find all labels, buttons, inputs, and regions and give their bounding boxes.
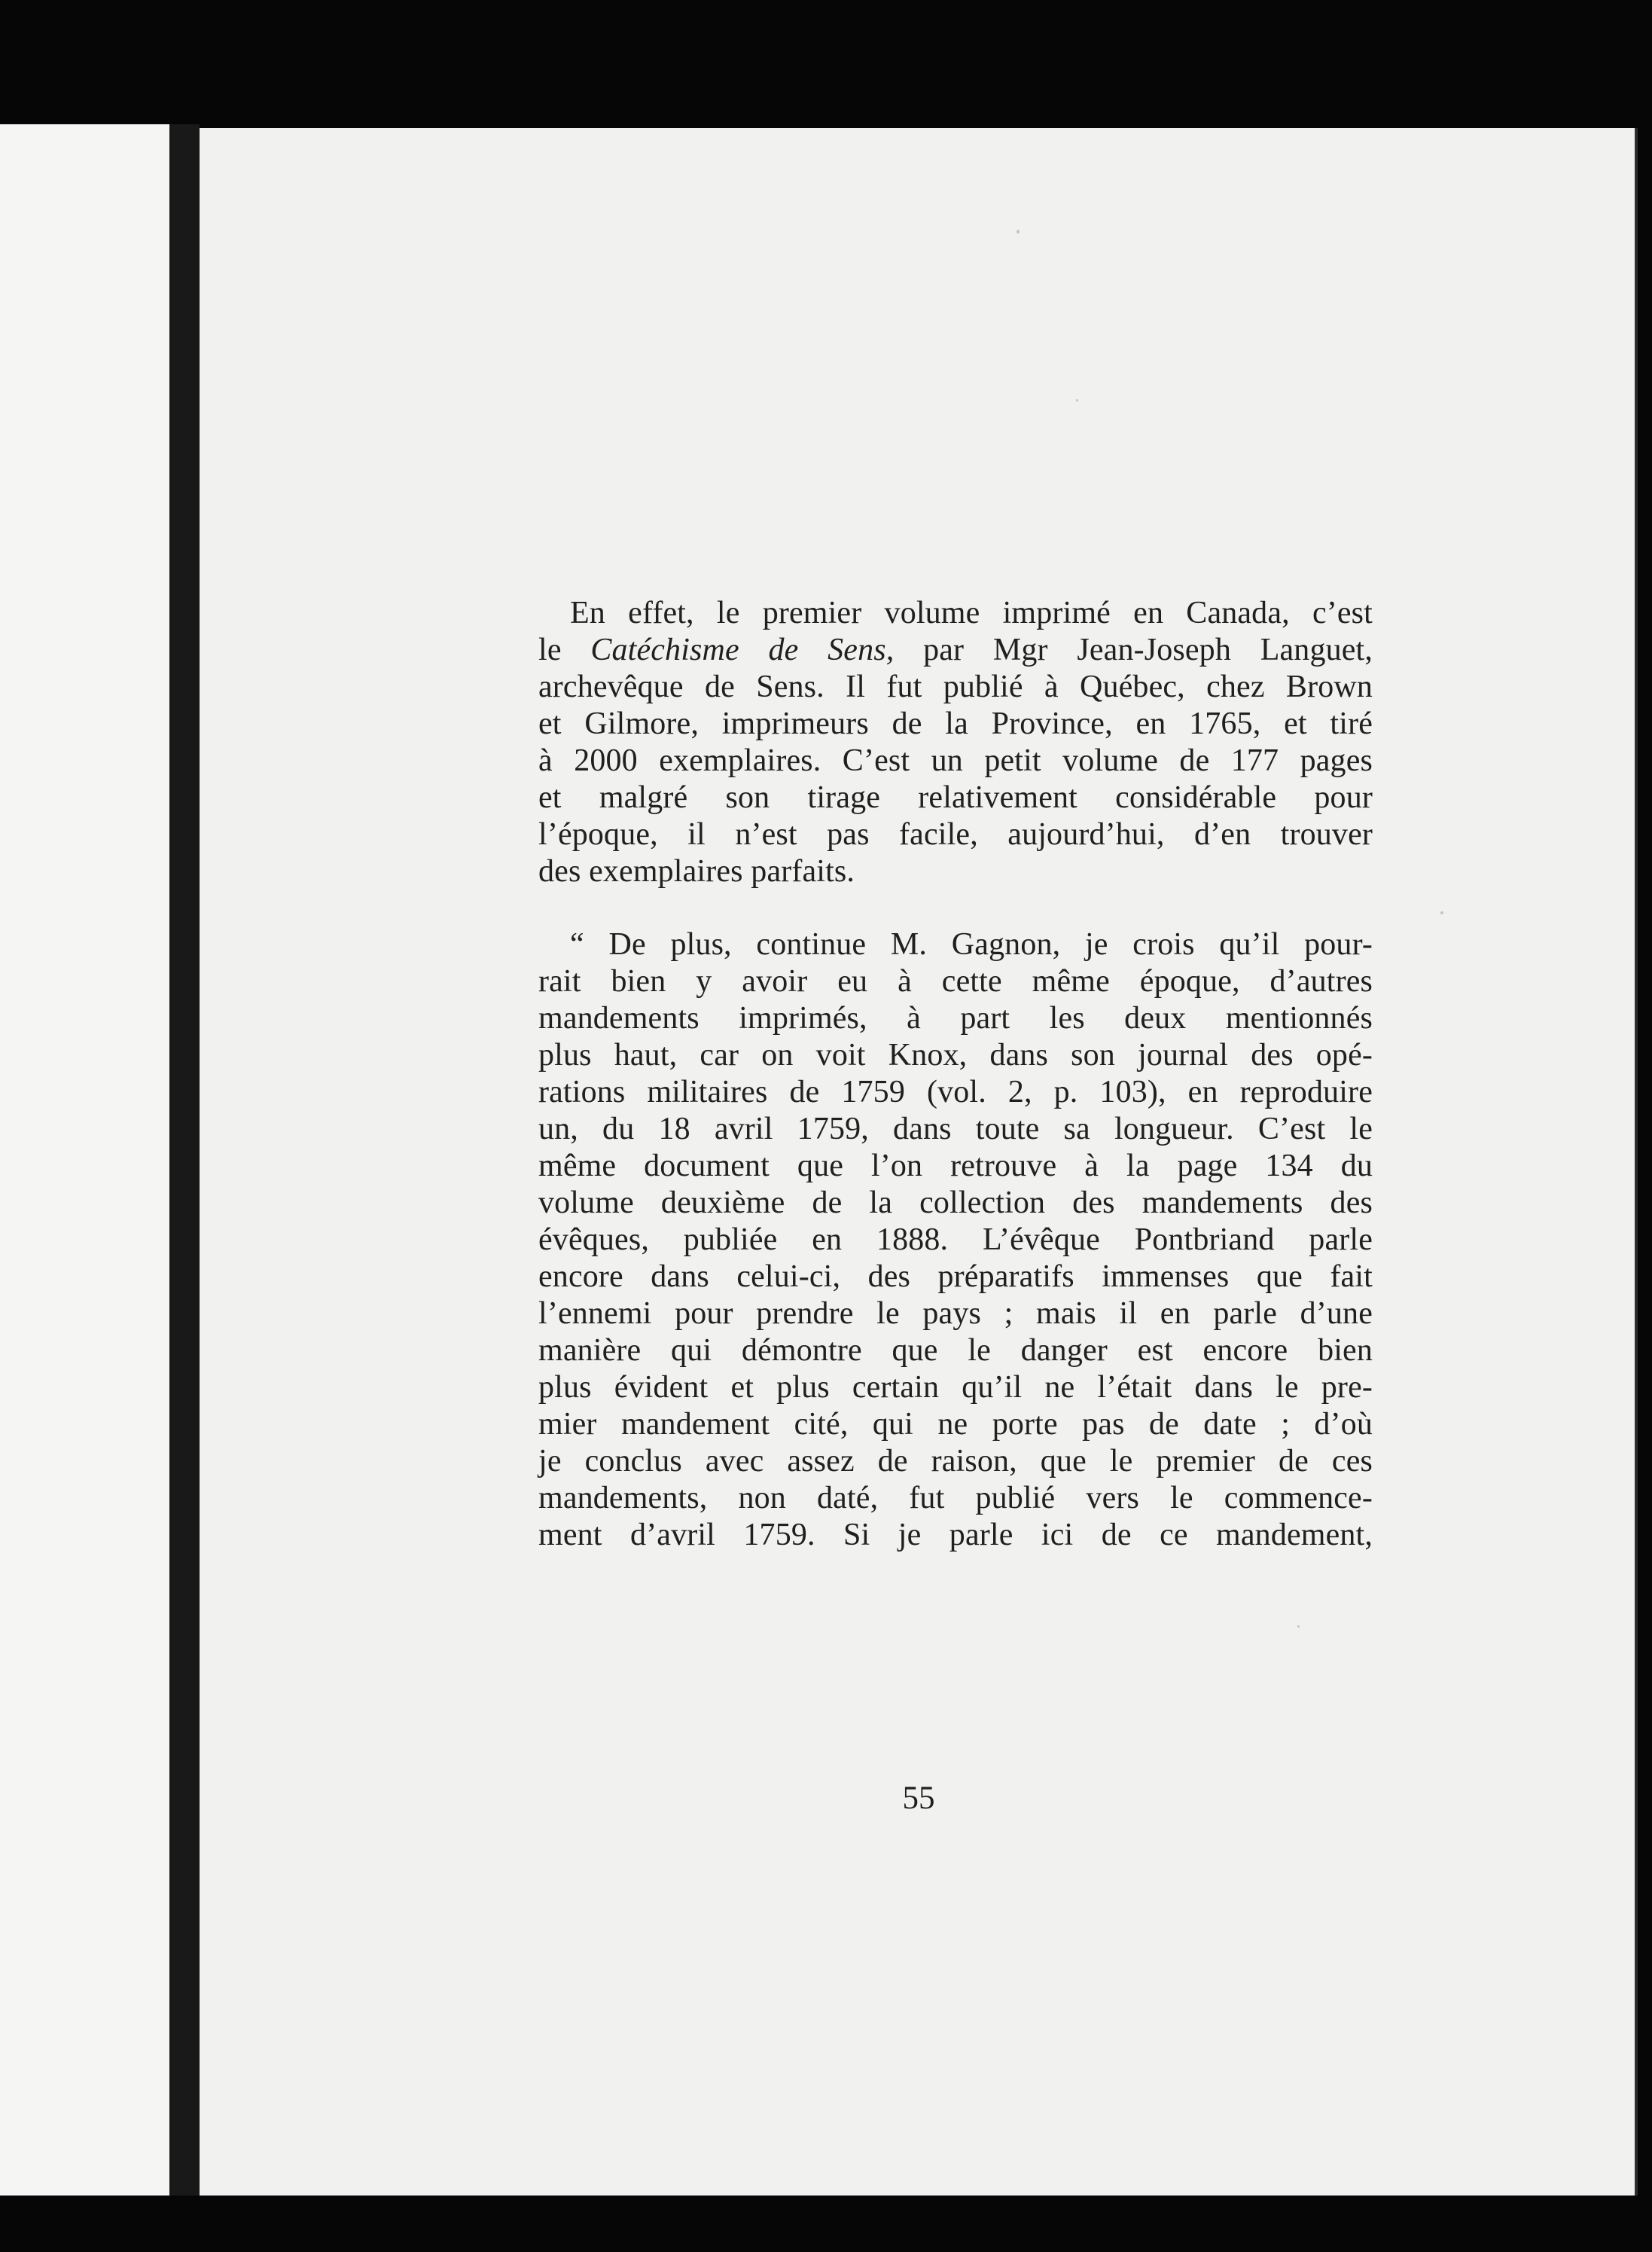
paragraph-2-line-10: encore dans celui-ci, des préparatifs immenses que fait <box>538 1259 1373 1294</box>
paragraph-1-line-6: et malgré son tirage relativement considérable pour <box>538 780 1373 815</box>
scan-speck <box>1440 911 1443 914</box>
scan-speck <box>1297 1625 1300 1628</box>
paragraph-2 <box>538 926 1373 1554</box>
paragraph-2-line-15: je conclus avec assez de raison, que le premier de ces <box>538 1444 1373 1478</box>
paragraph-1-line-5: à 2000 exemplaires. C’est un petit volume de 177 pages <box>538 743 1373 778</box>
paragraph-2-line-11: l’ennemi pour prendre le pays ; mais il en parle d’une <box>538 1296 1373 1331</box>
paragraph-2-line-6: un, du 18 avril 1759, dans toute sa longueur. C’est le <box>538 1112 1373 1146</box>
paragraph-2-line-7: même document que l’on retrouve à la page 134 du <box>538 1149 1373 1183</box>
paragraph-1-line-2-prefix: le <box>538 633 591 667</box>
paragraph-1-line-4: et Gilmore, imprimeurs de la Province, en 1765, et tiré <box>538 706 1373 741</box>
paragraph-1-line-2 <box>538 632 1373 669</box>
paragraph-2-line-5: rations militaires de 1759 (vol. 2, p. 103), en reproduire <box>538 1075 1373 1109</box>
left-page-edge <box>0 124 169 2196</box>
paragraph-2-line-13: plus évident et plus certain qu’il ne l’était dans le pre- <box>538 1370 1373 1405</box>
book-spine <box>169 124 200 2196</box>
paragraph-1-line-3: archevêque de Sens. Il fut publié à Québec, chez Brown <box>538 670 1373 704</box>
paragraph-2-line-16: mandements, non daté, fut publié vers le commence- <box>538 1481 1373 1515</box>
paragraph-2-line-9: évêques, publiée en 1888. L’évêque Pontbriand parle <box>538 1222 1373 1257</box>
paragraph-1-line-1: En effet, le premier volume imprimé en Canada, c’est <box>570 596 1373 630</box>
paragraph-1 <box>538 595 1373 890</box>
paragraph-1-line-8: des exemplaires parfaits. <box>538 854 855 889</box>
scan-speck <box>1076 399 1078 401</box>
paragraph-2-line-14: mier mandement cité, qui ne porte pas de date ; d’où <box>538 1407 1373 1442</box>
italic-book-title: Catéchisme de Sens, <box>590 633 895 667</box>
paragraph-2-line-8: volume deuxième de la collection des mandements des <box>538 1186 1373 1220</box>
paragraph-2-line-17: ment d’avril 1759. Si je parle ici de ce mandement, <box>538 1518 1373 1552</box>
paragraph-2-line-1: “ De plus, continue M. Gagnon, je crois qu’il pour- <box>570 927 1373 962</box>
paragraph-2-line-4: plus haut, car on voit Knox, dans son journal des opé- <box>538 1038 1373 1073</box>
paragraph-1-line-7: l’époque, il n’est pas facile, aujourd’hui, d’en trouver <box>538 817 1373 852</box>
paragraph-1-line-2-rest: par Mgr Jean-Joseph Languet, <box>923 633 1373 667</box>
paragraph-2-line-2: rait bien y avoir eu à cette même époque, d’autres <box>538 964 1373 999</box>
page-number: 55 <box>902 1781 935 1816</box>
book-page-text <box>538 595 1373 1554</box>
paragraph-2-line-12: manière qui démontre que le danger est encore bien <box>538 1333 1373 1368</box>
scan-speck <box>1016 230 1020 233</box>
right-page <box>200 128 1638 2196</box>
paragraph-2-line-3: mandements imprimés, à part les deux mentionnés <box>538 1001 1373 1036</box>
